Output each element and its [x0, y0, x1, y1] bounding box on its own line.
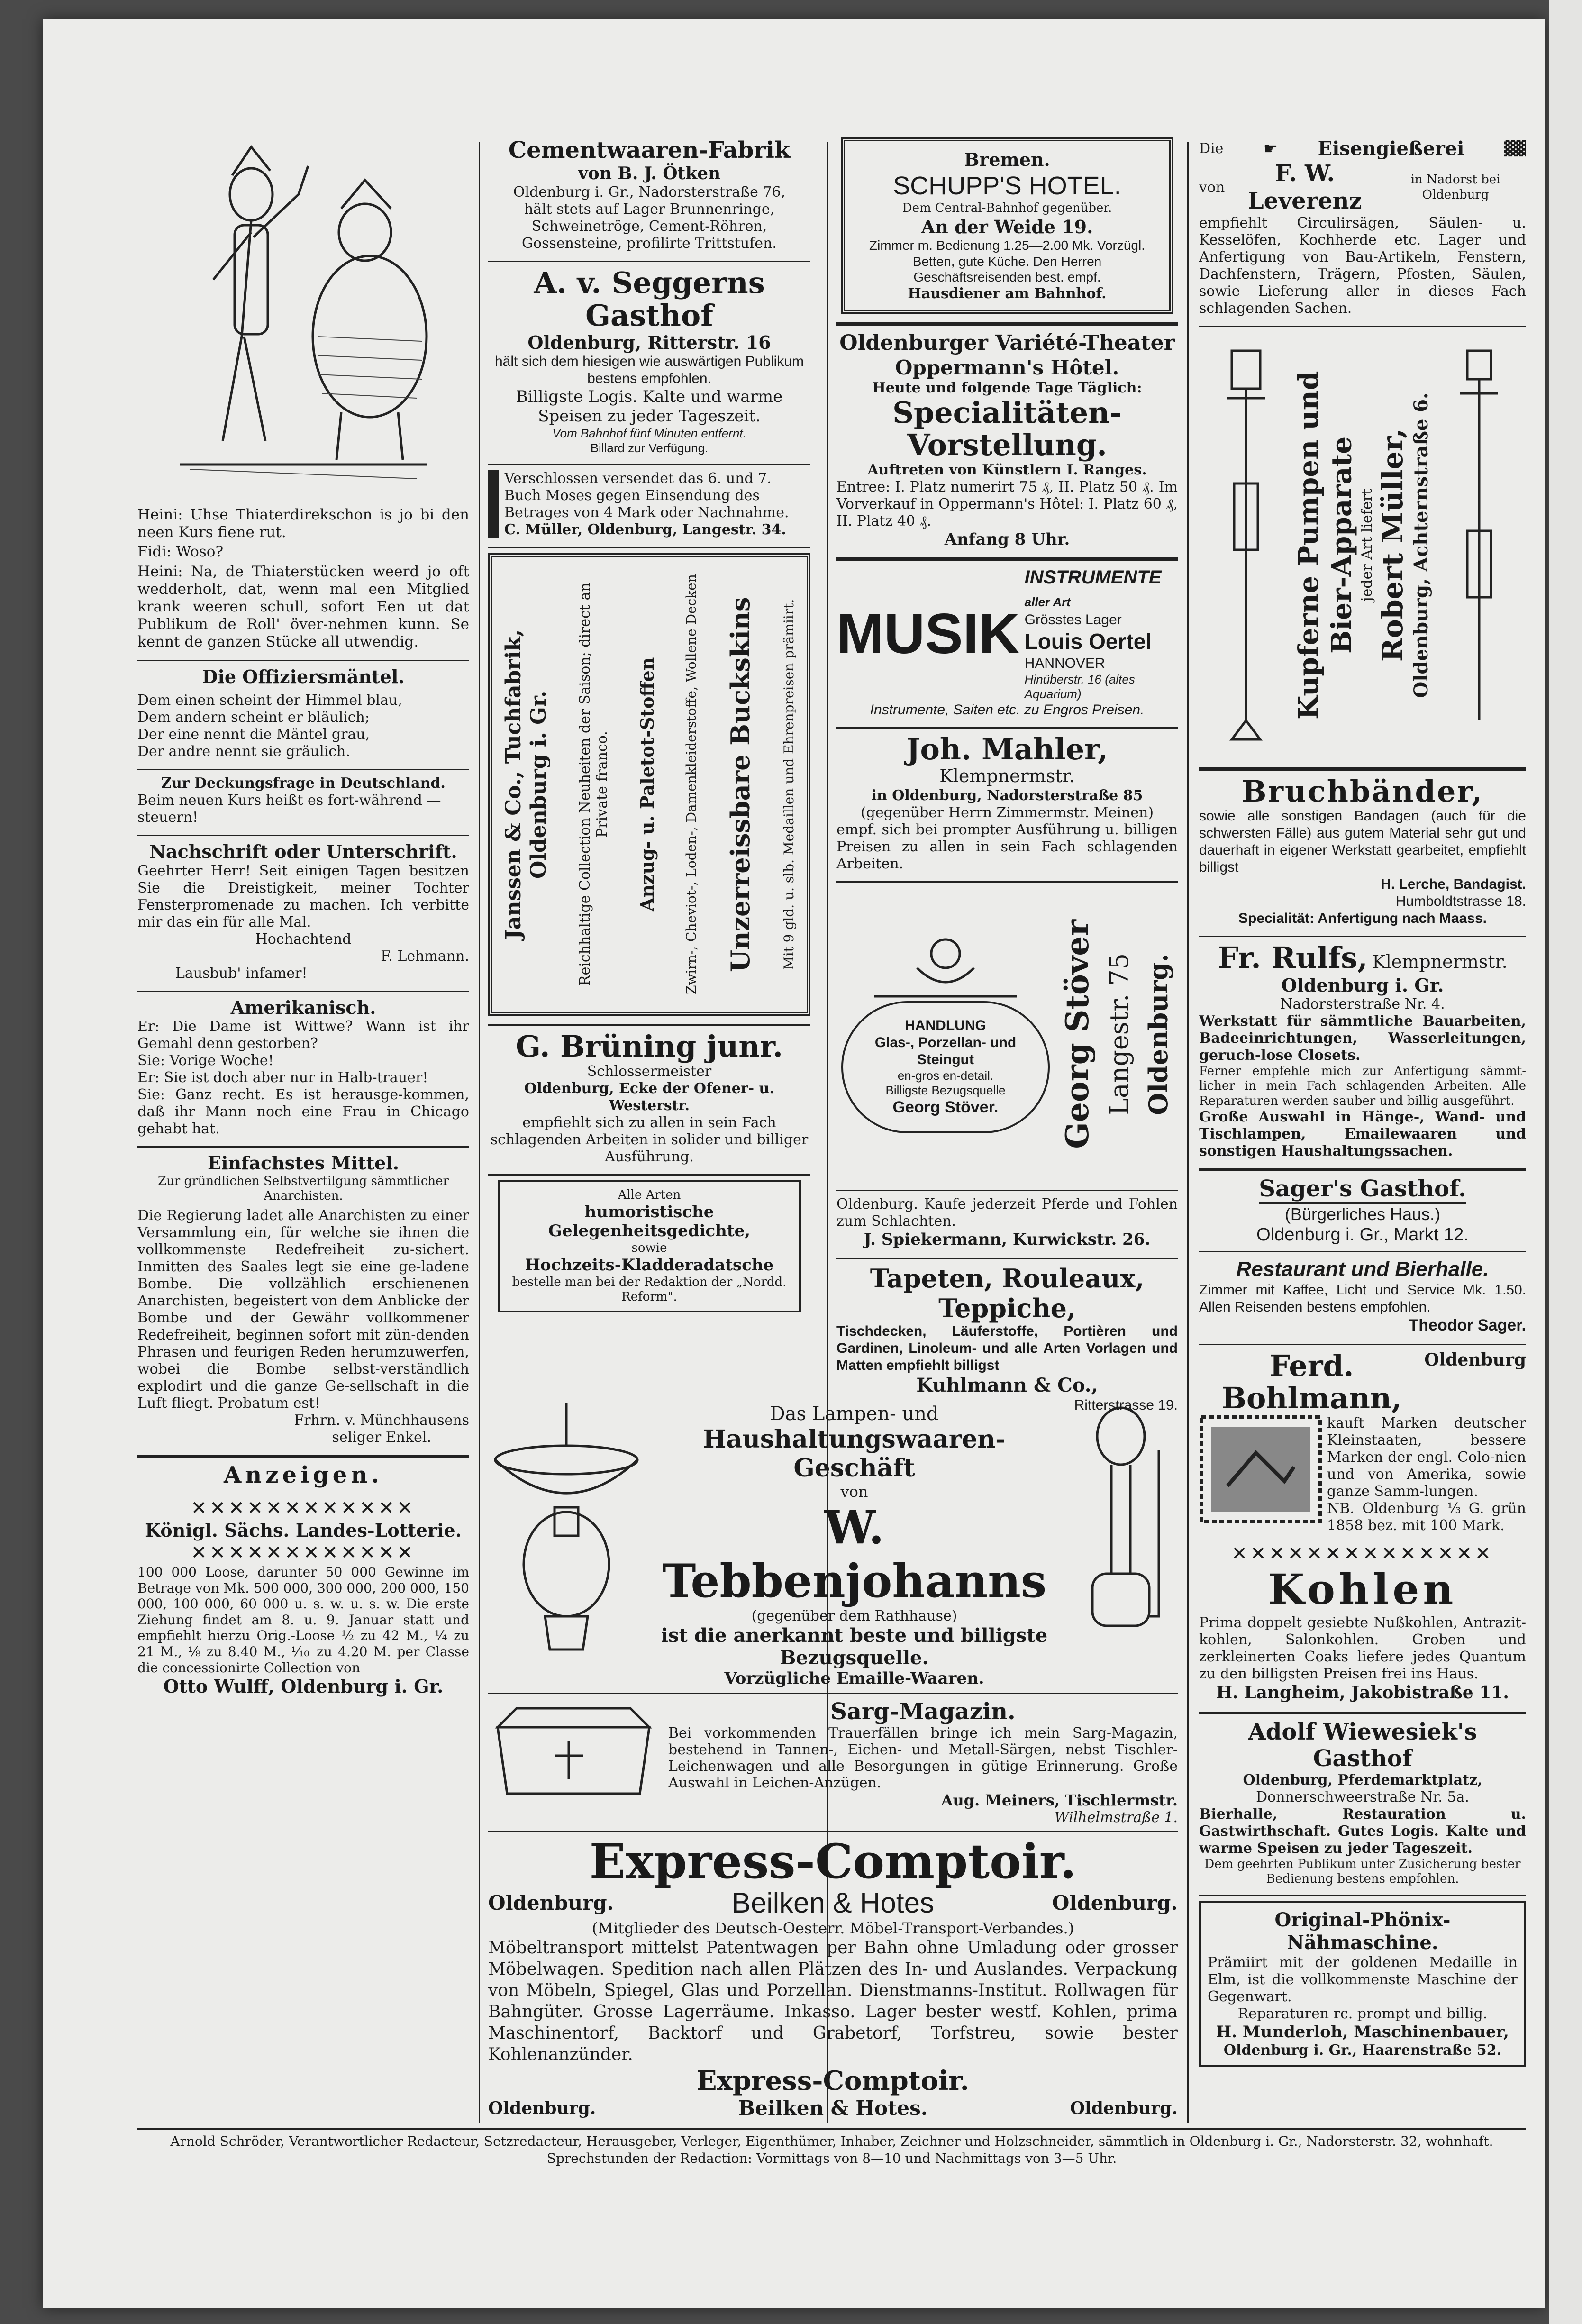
reform-ad [498, 1180, 801, 1312]
ad-text: Anzug- u. Paletot-Stoffen [636, 657, 658, 912]
ad-text: von [840, 1483, 868, 1501]
ad-title: Ferd. Bohlmann, [1221, 1349, 1402, 1416]
sarg-ad [488, 1699, 1178, 1826]
ad-title: Sarg-Magazin. [830, 1698, 1016, 1725]
ad-text: Billigste Bezugsquelle [885, 1083, 1006, 1098]
ad-address: in Nadorst bei Oldenburg [1410, 173, 1500, 202]
ad-title: A. v. Seggerns Gasthof [534, 265, 765, 333]
section-subtitle: Zur gründlichen Selbstvertilgung sämmtlicher Anarchisten. [158, 1174, 449, 1203]
ad-firm: Louis Oertel [1024, 629, 1152, 654]
section-text: Beim neuen Kurs heißt es fort-während — steuern! [137, 792, 441, 826]
bohlmann-ad [1199, 1350, 1526, 1534]
ad-title: G. Brüning junr. [516, 1029, 783, 1064]
section-title: Nachschrift oder Unterschrift. [149, 841, 457, 863]
section-title: Amerikanisch. [230, 996, 376, 1018]
ad-text: Dem Central-Bahnhof gegenüber. [902, 201, 1112, 216]
section-title: Einfachstes Mittel. [208, 1152, 399, 1174]
ad-text: Hausdiener am Bahnhof. [908, 285, 1107, 302]
ad-text: Reichhaltige Collection Neuheiten der Saison; direct an Private franco. [577, 583, 611, 986]
cement-ad [488, 137, 810, 252]
ad-address: Wilhelmstraße 1. [1054, 1809, 1178, 1826]
column-2 [488, 137, 810, 1321]
ad-address: Oldenburg, Ritterstr. 16 [527, 331, 771, 353]
ad-text: Anfang 8 Uhr. [944, 529, 1070, 549]
ad-firm: Janssen & Co., Tuchfabrik, Oldenburg i. Gr. [501, 629, 551, 940]
ad-city: Oldenburg. [1070, 2098, 1178, 2118]
ad-title: Restaurant und Bierhalle. [1236, 1257, 1489, 1281]
anzeigen-header [137, 1462, 469, 1488]
dialog-line: Heini: Na, de Thiaterstücken weerd jo oft wedderholt, dat, wenn mal een Mitglied krank weeren schull, sofort Een ut dat Publikum de Roll' över-nehmen kunn. Se kennt de ganzen Stücke all utwendig. [137, 563, 469, 651]
ad-title: Fr. Rulfs, [1218, 940, 1368, 975]
ad-address: Ritterstrasse 19. [1074, 1397, 1178, 1413]
ad-address: Oldenburg i. Gr., Markt 12. [1256, 1225, 1469, 1245]
ad-city: HANNOVER [1024, 655, 1105, 671]
ad-text: sowie alle sonstigen Bandagen (auch für die schwersten Fälle) aus gutem Material sehr gut und dauerhaft in eigener Werkstatt gearbeitet, empfiehlt billigst [1199, 808, 1526, 875]
spiekermann-ad [836, 1196, 1178, 1249]
ad-text: Reparaturen rc. prompt und billig. [1237, 2005, 1488, 2023]
ad-title: Express-Comptoir. [589, 1833, 1077, 1890]
express-comptoir-ad [488, 1833, 1178, 2120]
column-1 [137, 137, 469, 1706]
ad-title: Adolf Wiewesiek's Gasthof [1248, 1719, 1477, 1772]
ornament-icon: ▓▓ [1504, 140, 1526, 157]
seggern-ad [488, 267, 810, 456]
ad-signature: J. Spiekermann, Kurwickstr. 26. [864, 1230, 1151, 1249]
ad-text: Zwirn-, Cheviot-, Loden-, Damenkleiderstoffe, Wollene Decken [683, 574, 700, 995]
moses-ad [488, 470, 810, 538]
hanging-lamp-icon [488, 1403, 645, 1668]
ad-signature: H. Lerche, Bandagist. [1381, 876, 1526, 893]
schupp-hotel-ad [841, 137, 1173, 314]
ad-title: Tapeten, Rouleaux, Teppiche, [870, 1263, 1145, 1323]
ad-subtitle: Oppermann's Hôtel. [895, 355, 1119, 379]
imprint-line: Arnold Schröder, Verantwortlicher Redacteur, Setzredacteur, Herausgeber, Verleger, Eigenthümer, Inhaber, Zeichner und Holzschneider, sämmtlich in Oldenburg i. Gr., Nadorsterstr. 32, wohnhaft. [137, 2128, 1526, 2150]
ad-text: Entree: I. Platz numerirt 75 ₰, II. Platz 50 ₰. Im Vorverkauf in Oppermann's Hôtel: I. Platz 60 ₰, II. Platz 40 ₰. [836, 478, 1178, 529]
ad-signature: H. Munderloh, Maschinenbauer, [1216, 2023, 1509, 2042]
ad-text: Verschlossen versendet das 6. und 7. Buch Moses gegen Einsendung des Betrages von 4 Mark oder Nachnahme. [504, 470, 789, 521]
ad-text: Instrumente, Saiten etc. zu Engros Preisen. [870, 702, 1145, 718]
ad-text: Vom Bahnhof fünf Minuten entfernt. [552, 426, 746, 440]
ad-text: hält sich dem hiesigen wie auswärtigen Publikum bestens empfohlen. [494, 354, 804, 387]
ad-title: INSTRUMENTE [1024, 567, 1162, 588]
ad-address: Oldenburg, Achternstraße 6. [1409, 392, 1432, 698]
ad-text: NB. Oldenburg ⅓ G. grün 1858 bez. mit 100 Mark. [1327, 1500, 1526, 1534]
coffin-icon [488, 1699, 659, 1803]
ad-title: Kupferne Pumpen und Bier-Apparate [1292, 371, 1358, 720]
ad-title: Original-Phönix-Nähmaschine. [1274, 1909, 1451, 1954]
ad-text: ist die anerkannt beste und billigste Bezugsquelle. [661, 1624, 1048, 1669]
lotterie-ad: ✕✕✕✕✕✕✕✕✕✕✕✕ Königl. Sächs. Landes-Lotterie. ✕✕✕✕✕✕✕✕✕✕✕✕ 100 000 Loose, darunter 50 000 Gewinne im Betrage von Mk. 500 000, 300 000, 200 000, 150 000, 100 000, 60 000 u. s. w. u. s. w. Die erste Ziehung findet am 8. u. 9. Januar statt und empfiehlt hierzu Orig.-Loose ½ zu 42 M., ¼ zu 21 M., ⅛ zu 8.40 M., ⅒ zu 4.20 M. per Classe die concessionirte Collection von Otto Wulff, Oldenburg i. Gr. [137, 1497, 469, 1697]
deckungsfrage [137, 775, 469, 826]
ad-text: 100 000 Loose, darunter 50 000 Gewinne im Betrage von Mk. 500 000, 300 000, 200 000, 150 000, 100 000, 60 000 u. s. w. u. s. w. Die erste Ziehung findet am 8. u. 9. Januar statt und empfiehlt hierzu Orig.-Loose ½ zu 42 M., ¼ zu 21 M., ⅛ zu 8.40 M., ⅒ zu 4.20 M. per Classe die concessionirte Collection von [137, 1564, 469, 1676]
signature: Frhrn. v. Münchhausens [294, 1412, 469, 1429]
ad-title: Eisengießerei [1318, 137, 1464, 160]
closing: Hochachtend [255, 930, 352, 948]
poem-offiziersmaentel [137, 666, 469, 761]
column-3 [836, 137, 1178, 1422]
ad-title: MUSIK [836, 602, 1020, 666]
ad-address: in Oldenburg, Nadorsterstraße 85 [871, 787, 1143, 804]
ad-text: Bierhalle, Restauration u. Gastwirthschaft. Gutes Logis. Kalte und warme Speisen zu jeder Tageszeit. [1199, 1805, 1526, 1857]
imprint-line: Sprechstunden der Redaction: Vormittags von 8—10 und Nachmittags von 3—5 Uhr. [546, 2151, 1117, 2167]
imprint-footer [137, 2128, 1526, 2168]
pump-icon [1451, 341, 1508, 749]
cartoon-illustration [137, 137, 469, 498]
ad-city: Oldenburg. [1052, 1891, 1178, 1915]
ad-address: Donnerschweerstraße Nr. 5a. [1256, 1788, 1469, 1805]
dialog-heini [137, 506, 469, 651]
ad-signature: H. Langheim, Jakobistraße 11. [1216, 1683, 1509, 1703]
section-text: Geehrter Herr! Seit einigen Tagen besitzen Sie die Dreistigkeit, meiner Tochter Fensterpromenade zu machen. Ich verbitte mir das ein für alle Mal. [137, 862, 469, 930]
two-men-conversation-illustration [161, 137, 446, 488]
ad-subtitle: Klempnermstr. [1372, 951, 1508, 973]
ad-firm: Robert Müller, [1376, 428, 1409, 662]
ad-subtitle: (Bürgerliches Haus.) [1284, 1204, 1441, 1224]
ad-title: Sager's Gasthof. [1259, 1176, 1466, 1204]
mahler-ad [836, 733, 1178, 873]
ad-title: Cementwaaren-Fabrik [508, 137, 791, 164]
ad-text: kauft Marken deutscher Kleinstaaten, bessere Marken der engl. Colo-nien und von Amerika, sowie ganze Samm-lungen. [1327, 1414, 1526, 1500]
ad-text: Billigste Logis. Kalte und warme Speisen zu jeder Tageszeit. [516, 387, 783, 426]
dialog-line: Sie: Vorige Woche! [137, 1052, 274, 1069]
ad-city: Oldenburg. [488, 2098, 596, 2118]
ad-firm: Kuhlmann & Co., [916, 1374, 1098, 1396]
ad-owner: von B. J. Ötken [578, 164, 721, 184]
section-title: Zur Deckungsfrage in Deutschland. [161, 775, 446, 792]
ad-title: Specialitäten-Vorstellung. [892, 395, 1122, 463]
ad-address: Oldenburg i. Gr., Haarenstraße 52. [1223, 2041, 1502, 2059]
ad-text: empfiehlt Circulirsägen, Säulen- u. Kesselöfen, Kochherde etc. Lager und Anfertigung von Bau-Artikeln, Fenstern, Dachfenstern, Trägern, Pfosten, Säulen, sowie Lieferung aller in dieses Fach schlagenden Sachen. [1199, 215, 1526, 317]
section-text: Die Regierung ladet alle Anarchisten zu einer Versammlung ein, für welche sie ihnen die vollkommenste Redefreiheit zu-sichert. Inmitten des Saales legt sie eine ge-ladene Bombe. Die vollzählich erschienenen Anarchisten, begeistert von dem Anblicke der Bombe und der Gewähr vollkommener Redefreiheit, beginnen sofort mit zün-denden Phrasen und feurigen Reden herumzuwerfen, wobei die Bombe selbst-verständlich explodirt und die ganze Ge-sellschaft in die Luft fliegt. Probatum est! [137, 1207, 469, 1412]
ad-firm: Georg Stöver. [892, 1098, 999, 1117]
ad-subtitle: Schlossermeister [587, 1063, 712, 1080]
ad-title: Bruchbänder, [1241, 774, 1484, 809]
ad-text: Möbeltransport mittelst Patentwagen per Bahn ohne Umladung oder grosser Möbelwagen. Spedition nach allen Plätzen des In- und Auslandes. Verpackung von Möbeln, Spiegel, Glas und Porzellan. Dienstmanns-Institut. Rollwagen für Bahngüter. Grosse Lagerräume. Inkasso. Lager bester westf. Kohlen, prima Maschinentorf, Backtorf und Grabetorf, Torfstreu, sowie bester Kohlenanzünder. [488, 1938, 1178, 2065]
signature: F. Lehmann. [381, 948, 469, 965]
ad-text: jeder Art liefert [1358, 489, 1375, 602]
ad-firm: W. Tebbenjohanns [662, 1501, 1047, 1608]
ad-text: Specialität: Anfertigung nach Maass. [1238, 911, 1487, 927]
bruchbaender-ad [1199, 775, 1526, 927]
ad-address: Oldenburg, Pferdemarktplatz, [1243, 1771, 1482, 1788]
ad-address: Oldenburg, Ecke der Ofener- u. Westerstr. [524, 1080, 774, 1114]
ad-text: Prämiirt mit der goldenen Medaille in Elm, ist die vollkommenste Maschine der Gegenwart. [1208, 1954, 1518, 2005]
ad-text: Ferner empfehle mich zur Anfertigung sämmt-licher in mein Fach schlagenden Arbeiten. Alle Reparaturen werden sauber und billig ausgeführt. [1199, 1064, 1526, 1108]
ad-text: Vorzügliche Emaille-Waaren. [724, 1669, 984, 1688]
poem-title: Die Offiziersmäntel. [202, 665, 405, 687]
ad-signature: Otto Wulff, Oldenburg i. Gr. [163, 1676, 444, 1697]
kohlen-ad [1199, 1565, 1526, 1704]
poem-line: Der eine nennt die Mäntel grau, [137, 726, 370, 743]
ad-title: humoristische Gelegenheitsgedichte, [548, 1202, 751, 1241]
ad-text: Oldenburg. Kaufe jederzeit Pferde und Fohlen zum Schlachten. [836, 1195, 1178, 1230]
ad-city: Oldenburg i. Gr. [1281, 974, 1444, 996]
jar-lid-icon [846, 935, 1045, 1001]
ad-text: Die [1199, 140, 1224, 157]
ad-address: Humboldtstrasse 18. [1395, 893, 1526, 910]
ad-text: Alle Arten [618, 1187, 681, 1202]
ad-text: hält stets auf Lager Brunnenringe, Schweinetröge, Cement-Röhren, Gossensteine, profilirte Trittstufen. [522, 201, 777, 252]
ad-title: Unzerreissbare Buckskins [725, 597, 755, 973]
ad-firm: Beilken & Hotes [732, 1887, 934, 1919]
ad-text: en-gros en-detail. [897, 1068, 994, 1083]
ad-text: Zimmer m. Bedienung 1.25—2.00 Mk. Vorzügl. Betten, gute Küche. Den Herren Geschäftsreisenden best. empf. [869, 238, 1146, 285]
ad-text: Grösstes Lager [1024, 612, 1122, 628]
ad-title: Joh. Mahler, [906, 731, 1108, 766]
ad-text: Tischdecken, Läuferstoffe, Portièren und Gardinen, Linoleum- und alle Arten Vorlagen und Matten empfiehlt billigst [836, 1323, 1178, 1373]
tapeten-ad [836, 1264, 1178, 1413]
ad-title: Kohlen [1268, 1564, 1457, 1614]
column-rule [479, 142, 480, 2123]
column-4 [1199, 137, 1526, 2075]
ad-text: (gegenüber dem Rathhause) [751, 1608, 957, 1624]
poem-line: Dem andern scheint er bläulich; [137, 709, 370, 726]
ad-text: Zimmer mit Kaffee, Licht und Service Mk. 1.50. Allen Reisenden bestens empfohlen. [1199, 1282, 1526, 1315]
ad-text: von [1199, 179, 1225, 196]
ad-title: Haushaltungswaaren-Geschäft [703, 1425, 1006, 1483]
tebbenjohanns-ad [488, 1403, 1178, 2120]
ad-text: Mit 9 gld. u. slb. Medaillen und Ehrenpreisen prämiirt. [781, 599, 797, 970]
ad-title: SCHUPP'S HOTEL. [893, 171, 1121, 200]
ad-text: sowie [631, 1241, 667, 1256]
einfachstes-mittel [137, 1152, 469, 1446]
ad-text: (Mitglieder des Deutsch-Oesterr. Möbel-Transport-Verbandes.) [591, 1919, 1074, 1938]
signature: seliger Enkel. [332, 1429, 431, 1446]
ad-title: Express-Comptoir. [696, 2065, 970, 2097]
ad-firm: Beilken & Hotes. [738, 2096, 928, 2120]
ad-signature: Aug. Meiners, Tischlermstr. [941, 1791, 1178, 1810]
ad-city: Oldenburg [1424, 1350, 1526, 1370]
ad-text: aller Art [1024, 595, 1071, 610]
ad-text: Prima doppelt gesiebte Nußkohlen, Antrazit-kohlen, Salonkohlen. Groben und zerkleinerten Coaks liefere jedes Quantum zu den billigsten Preisen frei ins Haus. [1199, 1614, 1526, 1683]
ad-city: Oldenburg. [488, 1891, 614, 1915]
ad-address: Nadorsterstraße Nr. 4. [1280, 996, 1445, 1013]
dialog-line: Heini: Uhse Thiaterdirekschon is jo bi den neen Kurs fiene rut. [137, 506, 469, 541]
ad-text: empfiehlt sich zu allen in sein Fach schlagenden Arbeiten in solider und billiger Ausführung. [490, 1114, 809, 1165]
ad-text: Auftreten von Künstlern I. Ranges. [867, 461, 1147, 478]
ad-title: Königl. Sächs. Landes-Lotterie. [145, 1520, 462, 1541]
pump-icon [1218, 341, 1274, 749]
ad-address: Hinüberstr. 16 (altes Aquarium) [1024, 672, 1135, 701]
adjacent-page-edge [1549, 0, 1582, 2324]
variete-ad [836, 331, 1178, 549]
dialog-line: Sie: Ganz recht. Es ist herausge-kommen, daß ihr Mann noch eine Frau in Chicago gehabt hat. [137, 1086, 469, 1138]
leverenz-ad [1199, 137, 1526, 317]
dialog-line: Er: Die Dame ist Wittwe? Wann ist ihr Gemahl denn gestorben? [137, 1018, 469, 1052]
ad-text: Bei vorkommenden Trauerfällen bringe ich mein Sarg-Magazin, bestehend in Tannen-, Eichen- und Metall-Särgen, nebst Tischler-Leichenwagen und alle Besorgungen in gütige Erinnerung. Große Auswahl in Leichen-Anzügen. [668, 1725, 1178, 1792]
amerikanisch [137, 997, 469, 1138]
ad-city: Bremen. [964, 149, 1050, 170]
ad-text: empf. sich bei prompter Ausführung u. billigen Preisen zu allen in sein Fach schlagenden Arbeiten. [836, 821, 1178, 872]
note: Lausbub' infamer! [175, 965, 308, 982]
ad-text: Billard zur Verfügung. [590, 441, 709, 456]
ad-address: Oldenburg i. Gr., Nadorsterstraße 76, [513, 184, 786, 201]
poem-line: Dem einen scheint der Himmel blau, [137, 692, 402, 709]
postage-stamp-icon [1199, 1415, 1322, 1524]
phoenix-ad [1199, 1901, 1526, 2067]
rulfs-ad [1199, 942, 1526, 1159]
ad-title: Oldenburger Variété-Theater [839, 330, 1175, 355]
poem-line: Der andre nennt sie gräulich. [137, 743, 350, 760]
ad-text: bestelle man bei der Redaktion der „Nordd. Reform". [512, 1275, 787, 1304]
sager-ad [1199, 1176, 1526, 1336]
musik-oertel-ad [836, 566, 1178, 719]
dialog-line: Fidi: Woso? [137, 543, 224, 561]
ad-signature: Theodor Sager. [1409, 1316, 1526, 1335]
wiewesiek-ad [1199, 1719, 1526, 1887]
ad-firm: F. W. Leverenz [1247, 160, 1362, 214]
ad-text: Dem geehrten Publikum unter Zusicherung bester Bedienung bestens empfohlen. [1204, 1857, 1521, 1886]
ornament-border: ✕✕✕✕✕✕✕✕✕✕✕✕✕✕ [1231, 1542, 1494, 1565]
pointing-hand-icon: ☛ [1263, 139, 1278, 158]
wall-lamp-icon [1064, 1403, 1178, 1668]
ad-text: HANDLUNG [905, 1018, 986, 1034]
ad-firm: Georg Stöver [1058, 919, 1096, 1149]
ad-text: Glas-, Porzellan- und Steingut [874, 1035, 1017, 1068]
ad-address: Langestr. 75 [1104, 953, 1134, 1115]
ad-text: Heute und folgende Tage Täglich: [872, 380, 1142, 397]
dialog-line: Er: Sie ist doch aber nur in Halb-trauer! [137, 1069, 428, 1086]
ad-text: Werkstatt für sämmtliche Bauarbeiten, Badeeinrichtungen, Wasserleitungen, geruch-lose Closets. [1199, 1013, 1526, 1064]
nachschrift [137, 841, 469, 982]
ad-title: Hochzeits-Kladderadatsche [525, 1256, 774, 1275]
ad-text: (gegenüber Herrn Zimmermstr. Meinen) [860, 804, 1154, 821]
pumpen-ad [1199, 332, 1526, 758]
ad-text: Das Lampen- und [770, 1403, 939, 1425]
buckskins-ad [488, 553, 810, 1016]
stover-ad [836, 887, 1178, 1181]
bruening-ad [488, 1030, 810, 1165]
column-rule [1187, 142, 1189, 2123]
ad-text: Große Auswahl in Hänge-, Wand- und Tischlampen, Emailewaaren und sonstigen Haushaltungssachen. [1199, 1108, 1526, 1159]
ad-signature: C. Müller, Oldenburg, Langestr. 34. [504, 521, 786, 538]
ad-subtitle: Klempnermstr. [939, 766, 1075, 787]
section-title: Anzeigen. [224, 1462, 383, 1489]
ad-address: An der Weide 19. [921, 216, 1093, 237]
ad-city: Oldenburg. [1143, 953, 1173, 1115]
